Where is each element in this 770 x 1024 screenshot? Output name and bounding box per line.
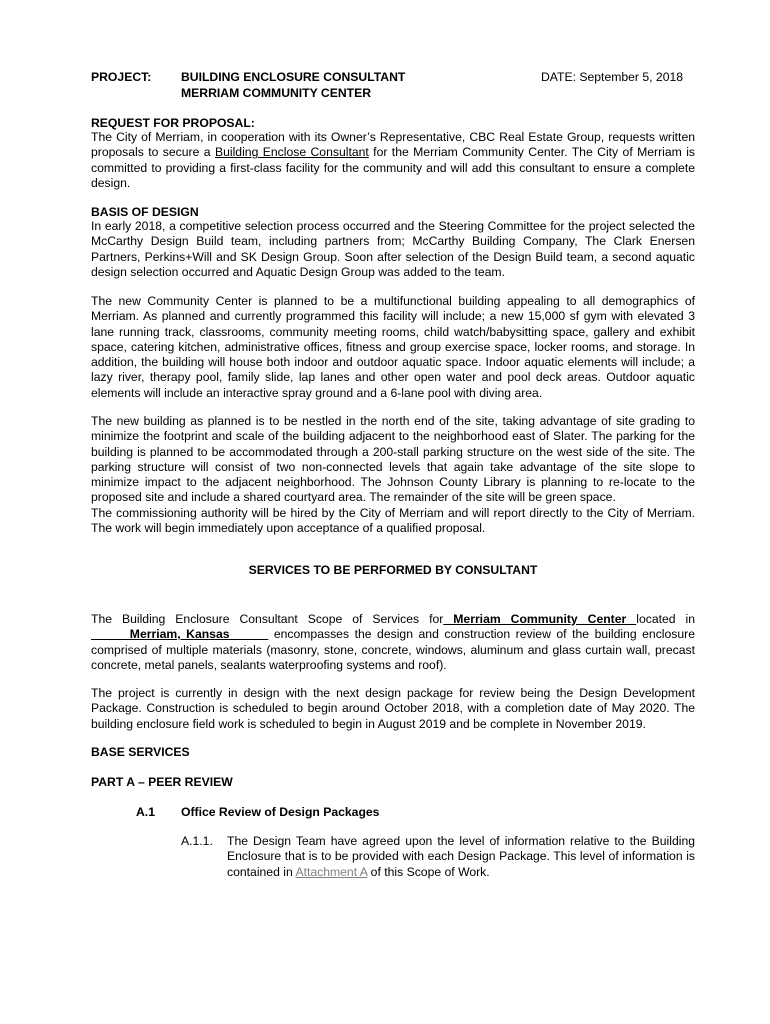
section-a1-title: Office Review of Design Packages bbox=[181, 805, 380, 819]
project-name-field: Merriam Community Center bbox=[443, 612, 637, 626]
a11-text-after: of this Scope of Work. bbox=[367, 864, 490, 879]
section-a11-text bbox=[227, 834, 695, 880]
basis-paragraph-3b: The commissioning authority will be hired by the City of Merriam and will report directly to the City of Merriam. The work will begin immediately upon acceptance of a qualified proposal. bbox=[91, 505, 695, 536]
basis-paragraph-2: The new Community Center is planned to be a multifunctional building appealing to all demographics of Merriam. As planned and currently programmed this facility will include; a new 15,000 sf gym with elevated 3 lane running track, classrooms, community meeting rooms, child watch/babysitting space, gallery and exhibit space, catering kitchen, administrative offices, fitness and group exercise space, locker rooms, and storage. In addition, the building will house both indoor and outdoor aquatic space. Indoor aquatic elements will include; a lazy river, therapy pool, family slide, lap lanes and other open water and pool deck areas. Outdoor aquatic elements will include an interactive spray ground and a 6-lane pool with diving area. bbox=[91, 294, 695, 400]
services-heading: SERVICES TO BE PERFORMED BY CONSULTANT bbox=[248, 563, 538, 577]
rfp-text-before: The City of Merriam, in cooperation with its Owner’s Representative, CBC Real Estate Group, requests written proposals to secure a bbox=[91, 130, 695, 160]
basis-paragraph-3a: The new building as planned is to be nestled in the north end of the site, taking advantage of site grading to minimize the footprint and scale of the building adjacent to the neighborhood east of Slater. The parking for the building is planned to be accommodated through a 200-stall parking structure on the west side of the site. The parking structure will consist of two non-connected levels that again take advantage of the site slope to minimize impact to the adjacent neighborhood. The Johnson County Library is planning to re-locate to the proposed site and include a shared courtyard area. The remainder of the site will be green space. bbox=[91, 414, 695, 505]
base-services-heading: BASE SERVICES bbox=[91, 745, 190, 759]
document-date: DATE: September 5, 2018 bbox=[541, 70, 684, 84]
basis-paragraph-1: In early 2018, a competitive selection process occurred and the Steering Committee for the project selected the McCarthy Design Build team, including partners from; McCarthy Building Company, The Clark Enersen Partners, Perkins+Will and SK Design Group. Soon after selection of the Design Build team, a second aquatic design selection occurred and Aquatic Design Group was added to the team. bbox=[91, 219, 695, 279]
attachment-a-link[interactable]: Attachment A bbox=[295, 864, 368, 879]
services-paragraph-2: The project is currently in design with the next design package for review being the Design Development Package. Construction is scheduled to begin around October 2018, with a completion date of May 2020. The building enclosure field work is scheduled to begin in August 2019 and be complete in November 2019. bbox=[91, 686, 695, 731]
project-title-line2: MERRIAM COMMUNITY CENTER bbox=[181, 86, 372, 100]
basis-paragraph-3 bbox=[91, 414, 695, 536]
rfp-consultant-title: Building Enclose Consultant bbox=[214, 145, 369, 160]
services-text-c: encompasses the design and construction review of the building enclosure comprised of multiple materials (masonry, stone, concrete, windows, aluminum and glass curtain wall, precast concrete, metal panels, sealants waterproofing systems and roof). bbox=[91, 627, 695, 672]
project-location-field: Merriam, Kansas bbox=[91, 627, 269, 642]
rfp-heading: REQUEST FOR PROPOSAL: bbox=[91, 116, 255, 130]
rfp-paragraph bbox=[91, 130, 695, 191]
section-a11-number: A.1.1. bbox=[181, 834, 213, 848]
section-a1-number: A.1 bbox=[136, 805, 155, 819]
rfp-text-after: for the Merriam Community Center. The City of Merriam is committed to providing a first-class facility for the community and will add this consultant to ensure a complete design. bbox=[91, 145, 695, 190]
part-a-heading: PART A – PEER REVIEW bbox=[91, 775, 233, 789]
project-title-line1: BUILDING ENCLOSURE CONSULTANT bbox=[181, 70, 406, 84]
services-text-a: The Building Enclosure Consultant Scope of Services for bbox=[91, 612, 444, 626]
a11-text-before: The Design Team have agreed upon the level of information relative to the Building Enclosure that is to be provided with each Design Package. This level of information is contained in bbox=[227, 834, 695, 879]
basis-heading: BASIS OF DESIGN bbox=[91, 205, 199, 219]
services-text-b: located in bbox=[636, 612, 695, 626]
project-label: PROJECT: bbox=[91, 70, 152, 84]
services-paragraph-1 bbox=[91, 612, 695, 673]
